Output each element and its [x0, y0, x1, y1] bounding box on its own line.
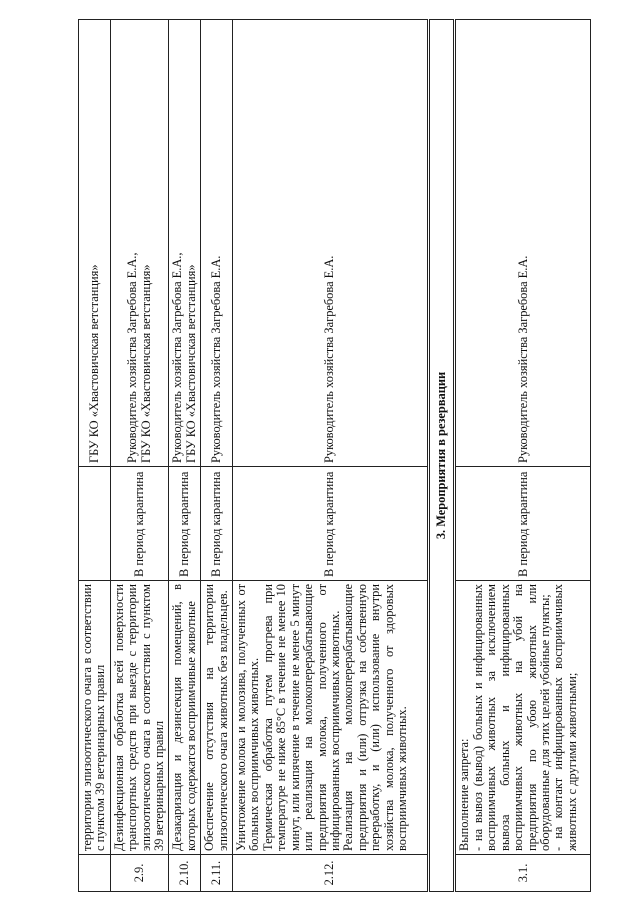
measure-text: Дезакаризация и дезинсекция помещений, в которых содержатся восприимчивые животные	[169, 581, 201, 855]
measure-text: Обеспечение отсутствия на территории эпизоотического очага животных без владельцев.	[201, 581, 233, 855]
measure-text	[233, 581, 429, 855]
table-row	[79, 20, 111, 892]
table-row	[455, 20, 591, 892]
measure-text	[455, 581, 591, 855]
row-number: 2.9.	[110, 855, 169, 892]
responsible-text	[110, 20, 169, 467]
measure-paragraph: Выполнение запрета:	[457, 738, 472, 851]
term-cell	[79, 467, 111, 581]
responsible-text	[169, 20, 201, 467]
responsible-line: Руководитель хозяйства Загребова Е.А.,	[170, 252, 185, 463]
term-text: В период карантина	[201, 467, 233, 581]
measure-paragraph: - на контакт инфицированных восприимчивых животных с другими животными;	[551, 584, 579, 851]
responsible-text: Руководитель хозяйства Загребова Е.А.	[455, 20, 591, 467]
row-number: 2.11.	[201, 855, 233, 892]
measure-text: Дезинфекционная обработка всей поверхности транспортных средств при выезде с территории эпизоотического очага в соответствии с пунктом 39 ветеринарных правил	[110, 581, 169, 855]
table-row	[110, 20, 169, 892]
measure-paragraph: Термическая обработка путем прогрева при температуре не ниже 85°С в течение не менее 10 минут, или кипячение в течение не менее 5 минут или реализация на молокоперерабатывающие предприятия молока, полученного от инфицированных восприимчивых животных.	[260, 584, 342, 851]
measure-text: территории эпизоотического очага в соответствии с пунктом 39 ветеринарных правил	[79, 581, 111, 855]
term-text: В период карантина	[233, 467, 429, 581]
responsible-line: Руководитель хозяйства Загребова Е.А.,	[125, 252, 140, 463]
row-number-cell	[79, 855, 111, 892]
responsible-text: Руководитель хозяйства Загребова Е.А.	[201, 20, 233, 467]
responsible-line: ГБУ КО «Хвастовичская ветстанция»	[138, 264, 153, 463]
measure-paragraph: Уничтожение молока и молозива, полученных от больных восприимчивых животных.	[234, 584, 262, 851]
row-number: 2.12.	[233, 855, 429, 892]
responsible-text: ГБУ КО «Хвастовичская ветстанция»	[79, 20, 111, 467]
term-text: В период карантина	[455, 467, 591, 581]
term-text: В период карантина	[169, 467, 201, 581]
term-text: В период карантина	[110, 467, 169, 581]
table-row	[201, 20, 233, 892]
section-heading-row	[429, 20, 455, 892]
table-row	[169, 20, 201, 892]
row-number: 3.1.	[455, 855, 591, 892]
responsible-text: Руководитель хозяйства Загребова Е.А.	[233, 20, 429, 467]
measures-table	[78, 19, 591, 892]
row-number: 2.10.	[169, 855, 201, 892]
measure-paragraph: - на вывоз (вывод) больных и инфицированных восприимчивых животных за исключением вывоза больных и инфицированных восприимчивых животных на убой на предприятия по убою животных или оборудованные для этих целей убойные пункты;	[470, 584, 552, 851]
responsible-line: ГБУ КО «Хвастовичская ветстанция»	[183, 264, 198, 463]
measure-paragraph: Реализация на молокоперерабатывающие предприятия и (или) отгрузка на собственную переработку, и (или) использование внутри хозяйства молока, полученного от здоровых восприимчивых животных.	[341, 584, 409, 851]
table-row	[233, 20, 429, 892]
section-title: 3. Мероприятия в резервации	[429, 20, 455, 892]
